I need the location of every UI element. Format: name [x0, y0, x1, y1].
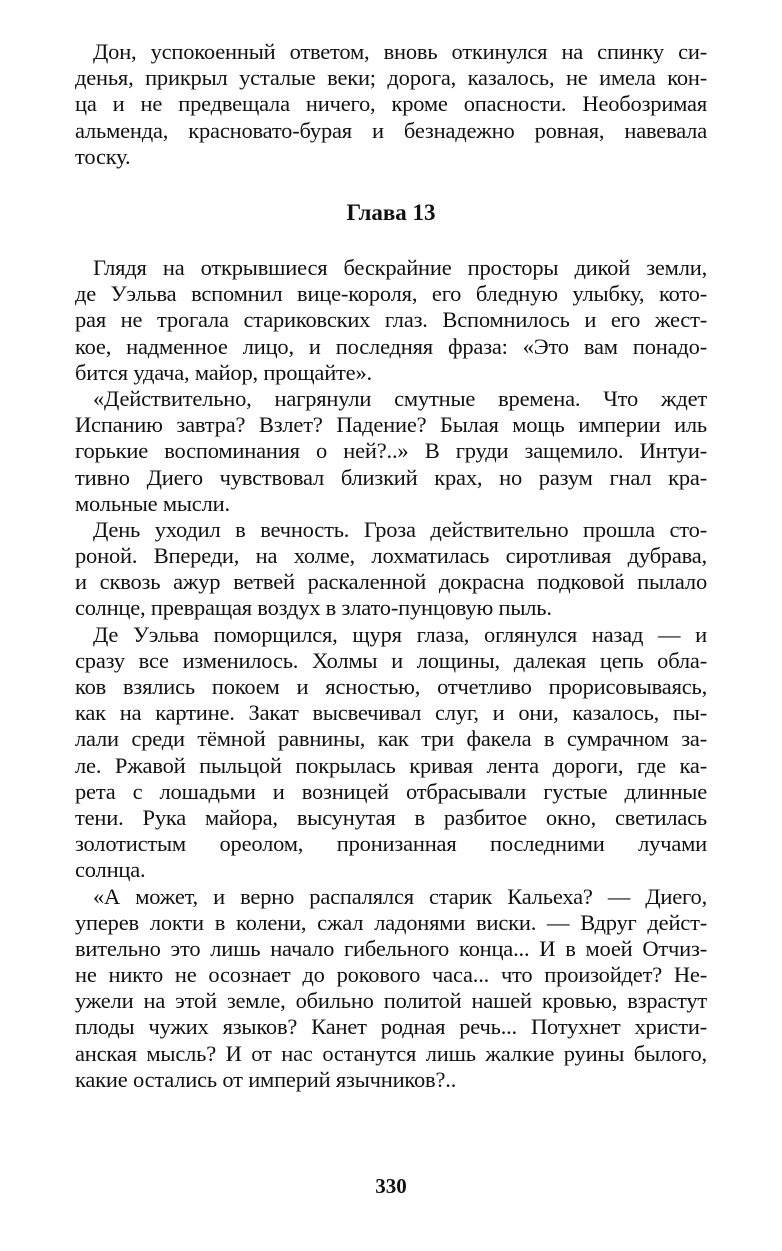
paragraph	[75, 255, 707, 386]
text-line: не никто не осознает до рокового часа... что произойдет? Не-	[75, 962, 707, 988]
text-line: ков взялись покоем и ясностью, отчетливо прорисовываясь,	[75, 674, 707, 699]
text-line: Глядя на открывшиеся бескрайние просторы дикой земли,	[93, 255, 707, 280]
text-line: Испанию завтра? Взлет? Падение? Былая мощь империи иль	[75, 412, 707, 438]
page-number: 330	[375, 1174, 407, 1198]
text-line: солнца.	[75, 857, 146, 883]
paragraph	[75, 884, 707, 1094]
preceding-text	[75, 39, 707, 170]
chapter-title: Глава 13	[346, 200, 436, 225]
text-line: анская мысль? И от нас останутся лишь жалкие руины былого,	[75, 1040, 707, 1066]
text-line: солнце, превращая воздух в злато-пунцовую пыль.	[75, 595, 552, 621]
text-line: де Уэльва вспомнил вице-короля, его бледную улыбку, кото-	[75, 281, 707, 307]
text-line: ца и не предвещала ничего, кроме опасности. Необозримая	[75, 91, 707, 117]
text-line: как на картине. Закат высвечивал слуг, и они, казалось, пы-	[75, 700, 707, 726]
text-line: бится удача, майор, прощайте».	[75, 359, 372, 385]
text-line: вительно это лишь начало гибельного конца... И в моей Отчиз-	[75, 935, 707, 961]
text-line: уперев локти в колени, сжал ладонями виски. — Вдруг дейст-	[75, 909, 707, 935]
text-line: ужели на этой земле, обильно политой нашей кровью, взрастут	[75, 988, 707, 1014]
text-line: роной. Впереди, на холме, лохматилась сиротливая дубрава,	[75, 543, 707, 569]
text-line: какие остались от империй язычников?..	[75, 1066, 457, 1092]
text-line: Де Уэльва поморщился, щуря глаза, оглянулся назад — и	[93, 621, 707, 647]
text-line: лали среди тёмной равнины, как три факела в сумрачном за-	[75, 726, 707, 752]
text-line: «Действительно, нагрянули смутные времена. Что ждет	[93, 385, 707, 411]
text-line: кое, надменное лицо, и последняя фраза: «Это вам понадо-	[75, 333, 707, 359]
text-line: рета с лошадьми и возницей отбрасывали густые длинные	[75, 778, 707, 804]
text-line: золотистым ореолом, пронизанная последними лучами	[75, 831, 707, 857]
text-line: «А может, и верно распалялся старик Кальеха? — Диего,	[93, 883, 707, 909]
text-line: Дон, успокоенный ответом, вновь откинулся на спинку си-	[93, 39, 707, 64]
text-line: тоску.	[75, 143, 131, 169]
text-line: тивно Диего чувствовал близкий крах, но разум гнал кра-	[75, 464, 707, 490]
text-line: денья, прикрыл усталые веки; дорога, казалось, не имела кон-	[75, 65, 707, 91]
text-line: тени. Рука майора, высунутая в разбитое окно, светилась	[75, 804, 707, 830]
text-line: ле. Ржавой пыльцой покрылась кривая лента дороги, где ка-	[75, 752, 707, 778]
text-line: мольные мысли.	[75, 490, 230, 516]
text-line: и сквозь ажур ветвей раскаленной докрасна подковой пылало	[75, 569, 707, 595]
text-line: альменда, красновато-бурая и безнадежно ровная, навевала	[75, 117, 707, 143]
paragraph	[75, 517, 707, 622]
text-line: День уходил в вечность. Гроза действительно прошла сто-	[93, 516, 707, 542]
text-line: горькие воспоминания о ней?..» В груди защемило. Интуи-	[75, 438, 707, 464]
paragraph	[75, 622, 707, 884]
paragraph	[75, 386, 707, 517]
text-line: плоды чужих языков? Канет родная речь... Потухнет христи-	[75, 1014, 707, 1040]
chapter-body	[75, 255, 707, 1093]
text-line: рая не трогала стариковских глаз. Вспомнилось и его жест-	[75, 307, 707, 333]
paragraph	[75, 39, 707, 170]
text-line: сразу все изменилось. Холмы и лощины, далекая цепь обла-	[75, 647, 707, 673]
